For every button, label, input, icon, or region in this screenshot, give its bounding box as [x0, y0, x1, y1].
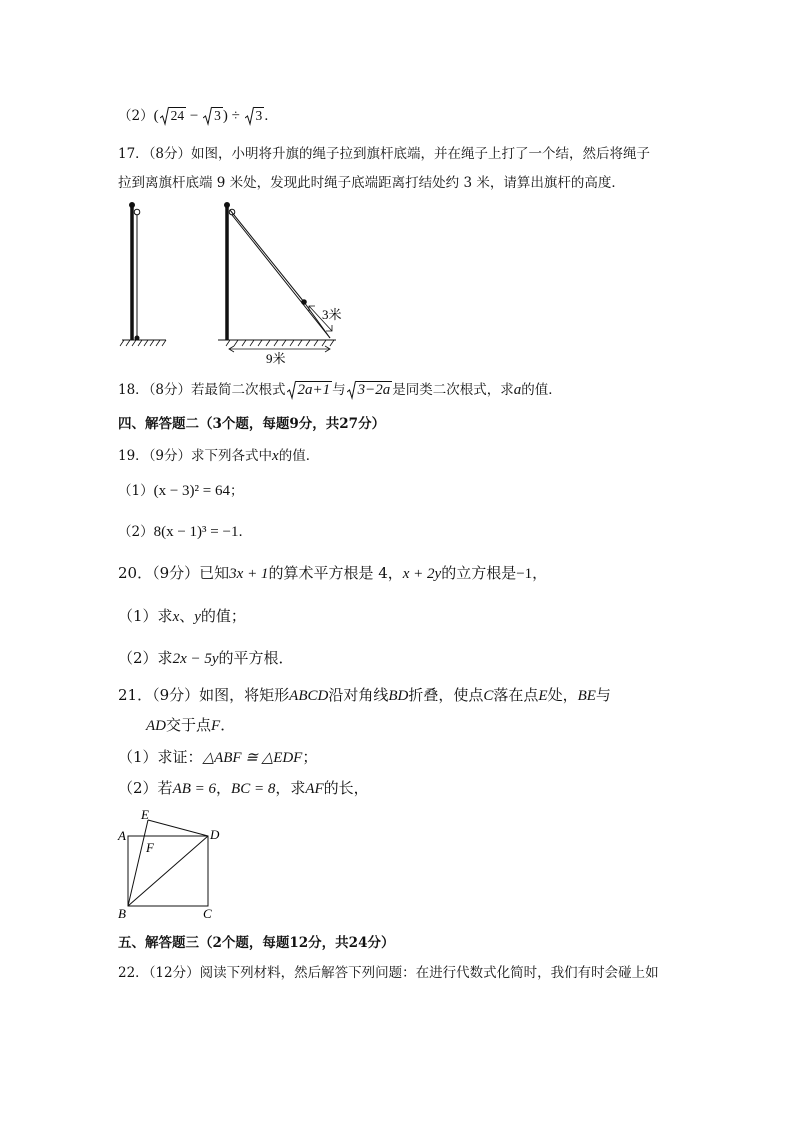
separator: 、 [179, 607, 195, 625]
question-text: ，求 [275, 779, 306, 797]
question-text: 求 [157, 607, 173, 625]
minus-sign: − [186, 108, 203, 124]
end-punct: ； [230, 483, 244, 499]
equation: 8(x − 1)³ = −1 [153, 524, 239, 540]
divide-sign: ÷ [227, 108, 244, 124]
radicand: 2a+1 [297, 382, 331, 398]
question-text: 若 [157, 779, 173, 797]
expression: 3x + 1 [229, 566, 269, 582]
question-text: 求下列各式中 [191, 448, 273, 464]
segment-af: AF [305, 781, 324, 797]
q19 [118, 446, 319, 466]
part-label: （2） [118, 108, 154, 124]
sqrt-3b [245, 106, 265, 126]
section-5-title: 五、解答题三（2个题，每题12分，共24分） [118, 935, 395, 951]
variable-x: x [172, 609, 180, 625]
question-text: ． [220, 716, 236, 734]
flagpole-figure [118, 198, 348, 366]
question-text: 的值． [521, 382, 562, 398]
rect-name: ABCD [289, 688, 329, 704]
sqrt-24 [160, 106, 187, 126]
q18 [118, 380, 562, 400]
q22 [118, 963, 659, 983]
expression: 2x − 5y [172, 651, 219, 667]
part-label: （1） [118, 748, 158, 766]
q21-part1 [118, 747, 317, 768]
question-text: 沿对角线 [328, 686, 389, 704]
question-score: （9分） [152, 564, 200, 582]
question-number: 22． [118, 965, 149, 981]
question-text: 求 [157, 649, 173, 667]
q17-line1 [118, 144, 650, 164]
label-3m: 3米 [322, 307, 342, 322]
question-number: 21． [118, 686, 153, 704]
label-e: E [141, 807, 149, 822]
part-label: （2） [118, 649, 158, 667]
point-c: C [483, 688, 494, 704]
radicand: 24 [170, 108, 185, 123]
question-text: 折叠，使点 [408, 686, 484, 704]
paren-open: ( [153, 108, 159, 124]
q21-line2 [146, 715, 235, 736]
q19-part1 [118, 481, 244, 501]
question-text: 的长， [323, 779, 369, 797]
variable-x: x [272, 448, 279, 464]
label-9m: 9米 [266, 351, 286, 366]
part-label: （1） [118, 483, 154, 499]
question-text: 拉到离旗杆底端 9 米处，发现此时绳子底端距离打结处约 3 米，请算出旗杆的高度． [118, 175, 625, 191]
question-text: 落在点 [493, 686, 539, 704]
q16-part2 [118, 106, 278, 126]
question-text: 求证： [157, 748, 203, 766]
question-score: （9分） [148, 448, 192, 464]
question-text: 的值． [278, 448, 320, 464]
sqrt-3 [203, 106, 223, 126]
rectangle-fold-figure [114, 806, 226, 922]
question-score: （8分） [148, 382, 192, 398]
q20-part1 [118, 606, 246, 627]
question-text: 的立方根是 [441, 564, 517, 582]
label-a: A [118, 828, 126, 843]
variable-y: y [194, 609, 201, 625]
expression: −1 [516, 566, 533, 582]
q20 [118, 563, 547, 584]
question-score: （8分） [148, 146, 192, 162]
question-text: 的值； [200, 607, 246, 625]
point-e: E [538, 688, 548, 704]
question-text: 如图，将矩形 [199, 686, 290, 704]
question-text: 如图，小明将升旗的绳子拉到旗杆底端，并在绳子上打了一个结，然后将绳子 [191, 146, 651, 162]
equation: (x − 3)² = 64 [153, 483, 230, 499]
question-text: 若最简二次根式 [191, 382, 286, 398]
diagonal-name: BD [388, 688, 409, 704]
label-c: C [203, 906, 212, 921]
expression: AB = 6 [172, 781, 217, 797]
part-label: （2） [118, 524, 154, 540]
expression: BC = 8 [231, 781, 276, 797]
question-text: 已知 [199, 564, 230, 582]
question-score: （12分） [148, 965, 200, 981]
question-text: 交于点 [166, 716, 212, 734]
label-d: D [210, 827, 220, 842]
sqrt-3-minus-2a [347, 380, 393, 400]
point-f: F [211, 718, 221, 734]
question-text: 阅读下列材料，然后解答下列问题：在进行代数式化简时，我们有时会碰上如 [199, 965, 659, 981]
q20-part2 [118, 648, 294, 669]
radicand: 3 [255, 108, 263, 123]
end-punct: ． [264, 108, 278, 124]
question-number: 20． [118, 564, 153, 582]
question-number: 17． [118, 146, 149, 162]
question-text: ， [532, 564, 548, 582]
question-text: 的算术平方根是 4， [268, 564, 403, 582]
expression: x + 2y [402, 566, 442, 582]
radicand: 3 [214, 108, 221, 123]
part-label: （2） [118, 779, 158, 797]
question-text: 是同类二次根式，求 [392, 382, 514, 398]
segment-ad: AD [146, 718, 166, 734]
question-text: 与 [595, 686, 611, 704]
q21-part2 [118, 778, 369, 799]
end-punct: ； [302, 748, 318, 766]
separator: ， [216, 779, 232, 797]
question-text: 的平方根． [218, 649, 294, 667]
q19-part2 [118, 522, 252, 542]
question-number: 18． [118, 382, 149, 398]
q21-line1 [118, 685, 611, 706]
end-punct: ． [238, 524, 252, 540]
question-text: 与 [332, 382, 346, 398]
question-number: 19． [118, 448, 149, 464]
section-4-title: 四、解答题二（3个题，每题9分，共27分） [118, 416, 386, 432]
congruence-expression: △ABF ≅ △EDF [202, 750, 303, 766]
question-score: （9分） [152, 686, 200, 704]
sqrt-2a-plus-1 [287, 380, 333, 400]
label-b: B [118, 906, 126, 921]
segment-be: BE [577, 688, 596, 704]
q17-line2 [118, 173, 625, 193]
paren-close: ) [222, 108, 228, 124]
question-text: 处， [547, 686, 578, 704]
part-label: （1） [118, 607, 158, 625]
radicand: 3−2a [357, 382, 391, 398]
label-f: F [146, 840, 154, 855]
variable-a: a [513, 382, 522, 398]
